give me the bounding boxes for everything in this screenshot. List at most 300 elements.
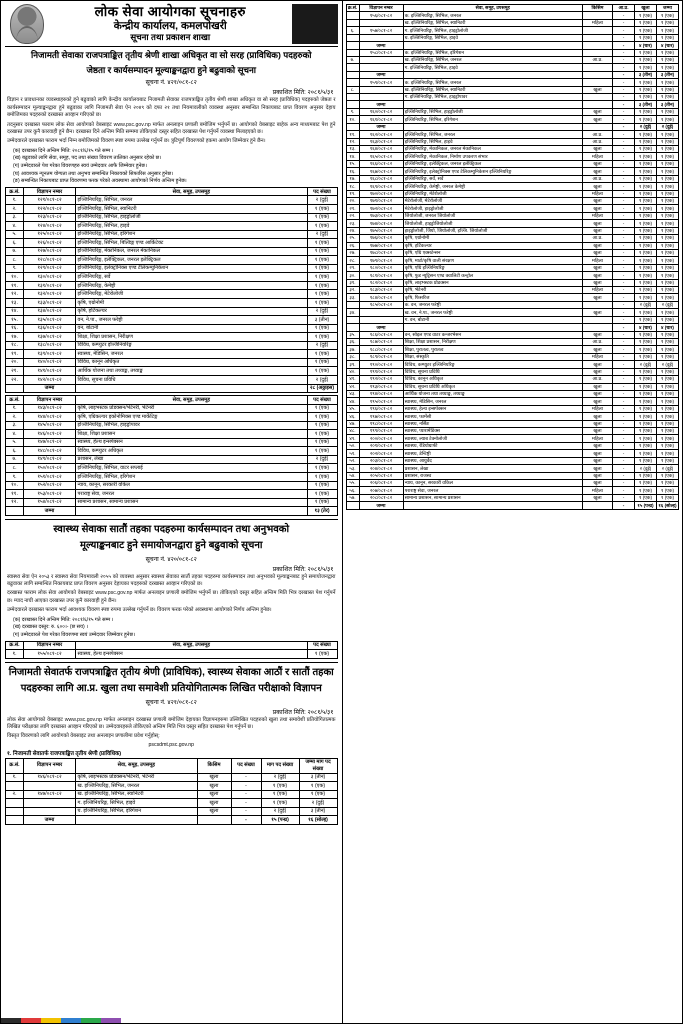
- table-cell: खुला: [583, 390, 613, 397]
- table-cell: १ (एक): [635, 131, 657, 138]
- table-cell: [346, 79, 359, 86]
- table-row: [346, 227, 679, 234]
- table-cell: [6, 799, 24, 808]
- table-cell: -: [613, 301, 635, 308]
- table-row: [346, 34, 679, 41]
- table-row: [6, 247, 338, 256]
- table-cell: खुला: [583, 227, 613, 234]
- table-cell: १ (एक): [635, 86, 657, 93]
- table-cell: १२.: [6, 290, 24, 299]
- table-cell: २०२/०८१-८२: [359, 450, 403, 457]
- table-header-row: [346, 5, 679, 12]
- table-row: [6, 447, 338, 456]
- table-row: [6, 350, 338, 359]
- table-cell: क. इञ्जिनियरिङ्ग, सिभिल, जनरल: [403, 79, 583, 86]
- table-cell: १२४/०८१-८२: [24, 222, 76, 231]
- table-cell: इञ्जिनियरिङ्ग, सिभिल, हाइड्रोपावर: [76, 421, 308, 430]
- table-cell: खुला: [197, 807, 231, 816]
- table-header-row: [6, 641, 338, 650]
- table-cell: १०.: [346, 116, 359, 123]
- table-cell: [346, 49, 359, 56]
- table-cell: मेटेरोलोजी, मेटेरोलोजी: [403, 197, 583, 204]
- table-cell: १९९/०८१-८२: [359, 428, 403, 435]
- table-cell: १ (एक): [635, 457, 657, 464]
- table-cell: १ (एक): [635, 398, 657, 405]
- table-cell: -: [613, 331, 635, 338]
- table-cell: -: [613, 494, 635, 501]
- table-cell: कृषि, लाइभस्टक प्रोडक्सन/भेटेनरी, भेटेनरी: [76, 404, 308, 413]
- notice1-para-2: उम्मेदवारले दरखास्त फाराम भर्दा निम्न बमोजिमको विवरण स्पष्ट रुपमा उल्लेख गर्नुपर्ने छ। त्रुटिपूर्ण विवरणको हकमा आयोग जिम्मेवार हुने छैन।: [7, 138, 266, 145]
- table-row: [6, 205, 338, 214]
- table-cell: खुला: [197, 773, 231, 782]
- table-cell: ३४.: [346, 309, 359, 316]
- table-cell: १ (एक): [635, 27, 657, 34]
- table-cell: १ (एक): [635, 168, 657, 175]
- table-cell: आर्थिक योजना तथा तथ्याङ्क, तथ्याङ्क: [403, 390, 583, 397]
- table-cell: १७०/०८१-८२: [359, 190, 403, 197]
- table-cell: -: [231, 773, 261, 782]
- table-cell: स्वास्थ्य, आयुर्वेद: [403, 457, 583, 464]
- table-row: [6, 367, 338, 376]
- table-cell: कृषि, एग्रोनोमी: [76, 299, 308, 308]
- notice1-date: प्रकाशित मिति: २०८१/५/३१: [272, 89, 334, 97]
- table-cell: १ (एक): [307, 205, 337, 214]
- table-cell: १४६/०८१-८२: [24, 773, 76, 782]
- table-cell: १ (एक): [657, 309, 679, 316]
- table-cell: १ (एक): [307, 413, 337, 422]
- table-cell: -: [613, 487, 635, 494]
- table-cell: [403, 502, 583, 509]
- table-cell: विविध, सूचना प्रविधि अधिकृत: [403, 383, 583, 390]
- table-cell: -: [613, 324, 635, 331]
- table-cell: -: [613, 123, 635, 130]
- table-cell: इञ्जिनियरिङ्ग, मेकानिकल, जनरल मेकानिकल: [403, 146, 583, 153]
- table-cell: [359, 86, 403, 93]
- th-5: खुला: [635, 5, 657, 12]
- table-row: [346, 420, 679, 427]
- table-row: [346, 257, 679, 264]
- table-cell: १ (एक): [635, 316, 657, 323]
- table-cell: १ (एक): [657, 212, 679, 219]
- notice1-table1-body: [6, 196, 338, 393]
- table-cell: [583, 101, 613, 108]
- table-row: [346, 361, 679, 368]
- table-cell: ४ (चार): [657, 324, 679, 331]
- table-cell: १५५/०८१-८२: [24, 650, 76, 659]
- table-cell: जम्मा: [359, 71, 403, 78]
- table-row: [6, 273, 338, 282]
- table-cell: १.: [6, 773, 24, 782]
- table-cell: १ (एक): [635, 264, 657, 271]
- table-cell: कृषि, लाइभस्टक प्रोडक्सन: [403, 279, 583, 286]
- table-cell: [6, 507, 24, 516]
- table-cell: जम्मा: [359, 324, 403, 331]
- notice3-table-body: [6, 773, 338, 824]
- table-row: [6, 316, 338, 325]
- table-row: [346, 108, 679, 115]
- nepal-emblem-icon: [10, 4, 44, 44]
- psc-emblem: [5, 4, 49, 44]
- table-cell: १ (एक): [635, 249, 657, 256]
- table-cell: -: [613, 138, 635, 145]
- table-cell: २१.: [346, 205, 359, 212]
- table-cell: २ (दुई): [307, 455, 337, 464]
- table-cell: खुला: [583, 346, 613, 353]
- table-cell: [583, 502, 613, 509]
- notice3-title-line2: पदहरुका लागि आ.प्र. खुला तथा समावेशी प्रतियोगितात्मक लिखित परीक्षाको विज्ञापन: [20, 683, 322, 695]
- notice2-date: प्रकाशित मिति: २०८१/५/३१: [272, 565, 334, 573]
- table-row: [6, 341, 338, 350]
- th-3: किसिम: [583, 5, 613, 12]
- table-cell: खुला: [583, 450, 613, 457]
- table-cell: १८५/०८१-८२: [359, 301, 403, 308]
- table-cell: -: [613, 420, 635, 427]
- notice2-bullet-2: (ग) उम्मेदवारले पेश गरेका विवरणमा स्वयं उम्मेदवार जिम्मेवार हुनेछ।: [13, 631, 135, 638]
- th-sn: क्र.सं.: [6, 641, 24, 650]
- table-cell: खुला: [583, 442, 613, 449]
- table-cell: -: [613, 64, 635, 71]
- table-cell: १ (एक): [635, 383, 657, 390]
- table-cell: १८७/०८१-८२: [359, 338, 403, 345]
- table-cell: ३ (तीन): [657, 71, 679, 78]
- table-cell: खुला: [583, 220, 613, 227]
- table-cell: स्वास्थ्य, ल्याब टेक्नोलोजी: [403, 435, 583, 442]
- table-cell: जम्मा: [359, 502, 403, 509]
- table-cell: कृषि, फुड न्यूट्रिसन एण्ड क्वालिटी कन्ट्रोल: [403, 272, 583, 279]
- table-cell: १ (एक): [657, 383, 679, 390]
- notice1-para-0: विज्ञान र प्रावधानका व्यवस्थाहरुको हुने बढुवाको लागि केन्द्रीय कार्यालयबाट निजामती सेवाका राजपत्राङ्कित तृतीय श्रेणी शाखा अधिकृत वा सो सरह (प्राविधिक) पदहरुको जेष्ठता र कार्यसम्पादन मूल्याङ्कनद्वारा हुने बढुवाका लागि निजामती सेवा ऐन २०४९ को दफा २१ तथा नियमावलीको व्यवस्था अनुसार सम्बन्धित निकायबाट प्राप्त विवरण अनुसार देहाय बमोजिमका पदहरुको दरखास्त आव्हान गरिएको छ।: [7, 97, 336, 119]
- table-cell: १५३/०८१-८२: [24, 490, 76, 499]
- table-cell: स्वास्थ्य, हेल्थ इन्सपेक्सन: [403, 405, 583, 412]
- table-cell: १५४/०८१-८२: [24, 498, 76, 507]
- table-cell: १९६/०८१-८२: [359, 405, 403, 412]
- table-cell: -: [613, 309, 635, 316]
- table-cell: २०७/०८१-८२: [359, 487, 403, 494]
- table-cell: [583, 49, 613, 56]
- table-cell: १९.: [346, 190, 359, 197]
- table-row: [346, 502, 679, 509]
- table-cell: ६.: [6, 239, 24, 248]
- table-cell: विविध, सूचना प्रविधि: [403, 368, 583, 375]
- table-cell: ३३.: [346, 294, 359, 301]
- table-cell: १ (एक): [635, 487, 657, 494]
- table-cell: -: [613, 49, 635, 56]
- table-row: [346, 146, 679, 153]
- table-cell: खुला: [583, 160, 613, 167]
- table-cell: [359, 56, 403, 63]
- table-cell: ७.: [6, 455, 24, 464]
- table-cell: ८.: [346, 86, 359, 93]
- table-cell: १ (एक): [307, 350, 337, 359]
- table-cell: [197, 816, 231, 825]
- table-cell: १ (एक): [635, 49, 657, 56]
- table-cell: १ (एक): [657, 242, 679, 249]
- table-cell: [346, 42, 359, 49]
- table-cell: इञ्जिनियरिङ्ग, सिभिल, हाइड्रोलोजी: [76, 213, 308, 222]
- table-cell: आर्थिक योजना तथा तथ्याङ्क, तथ्याङ्क: [76, 367, 308, 376]
- table-cell: १ (एक): [635, 472, 657, 479]
- table-cell: १७३/०८१-८२: [359, 212, 403, 219]
- table-cell: २०८/०८१-८२: [359, 494, 403, 501]
- table-cell: १ (एक): [635, 153, 657, 160]
- table-cell: १ (एक): [635, 420, 657, 427]
- table-cell: खुला: [583, 146, 613, 153]
- table-cell: [359, 64, 403, 71]
- table-cell: ४.: [6, 430, 24, 439]
- table-cell: -: [613, 346, 635, 353]
- table-cell: १ (एक): [307, 438, 337, 447]
- table-cell: [583, 42, 613, 49]
- th-open: माग पद संख्या: [261, 758, 299, 773]
- table-cell: खुला: [197, 790, 231, 799]
- table-row: [6, 498, 338, 507]
- table-cell: १३.: [6, 299, 24, 308]
- table-cell: १४.: [346, 153, 359, 160]
- table-cell: १ (एक): [657, 428, 679, 435]
- notice2-table: [5, 641, 338, 659]
- table-cell: १२१/०८१-८२: [24, 196, 76, 205]
- table-cell: पराराष्ट्र सेवा, जनरल: [403, 487, 583, 494]
- table-cell: १ (एक): [657, 168, 679, 175]
- table-cell: -: [613, 146, 635, 153]
- masthead-text: [49, 4, 292, 44]
- table-row: [346, 413, 679, 420]
- table-cell: -: [613, 175, 635, 182]
- table-cell: २.: [6, 413, 24, 422]
- notice3-table: [5, 758, 338, 825]
- table-cell: खुला: [583, 279, 613, 286]
- table-row: [346, 131, 679, 138]
- table-cell: १३६/०८१-८२: [24, 324, 76, 333]
- table-cell: २१.: [6, 367, 24, 376]
- table-cell: १ (एक): [635, 494, 657, 501]
- table-cell: -: [231, 807, 261, 816]
- table-cell: ४.: [6, 222, 24, 231]
- table-cell: १८०/०८१-८२: [359, 264, 403, 271]
- table-cell: [583, 34, 613, 41]
- table-cell: २ (दुई): [261, 807, 299, 816]
- notice-block-1: [5, 50, 338, 516]
- table-cell: १७.: [346, 175, 359, 182]
- table-cell: ३ (तीन): [635, 71, 657, 78]
- th-sn: क्र.सं.: [6, 187, 24, 196]
- table-header-row: [6, 187, 338, 196]
- color-swatch-3: [41, 1018, 61, 1023]
- table-row: [6, 790, 338, 799]
- table-cell: १६१/०८१-८२: [359, 116, 403, 123]
- table-row: [6, 230, 338, 239]
- table-cell: स्वास्थ्य, मेडिसिन, जनरल: [76, 350, 308, 359]
- table-cell: १ (एक): [307, 650, 337, 659]
- table-cell: [346, 71, 359, 78]
- notice1-table-2: [5, 395, 338, 516]
- masthead-black-strip: [292, 4, 338, 44]
- table-cell: ५५.: [346, 480, 359, 487]
- table-cell: १ (एक): [657, 472, 679, 479]
- table-cell: २६.: [346, 242, 359, 249]
- table-cell: खुला: [583, 413, 613, 420]
- table-cell: इञ्जिनियरिङ्ग, इलेक्ट्रोनिक्स एण्ड टेलिकम्युनिकेशन: [76, 264, 308, 273]
- table-cell: १२९/०८१-८२: [24, 264, 76, 273]
- table-cell: ४५.: [346, 405, 359, 412]
- table-cell: २ (दुई): [657, 361, 679, 368]
- table-row: [6, 413, 338, 422]
- table-cell: खुला: [583, 309, 613, 316]
- table-cell: -: [613, 405, 635, 412]
- table-cell: १४३/०८१-८२: [24, 404, 76, 413]
- notice1-number: सूचना नं. ४२१/०८१-८२: [145, 79, 197, 87]
- table-cell: १ (एक): [657, 450, 679, 457]
- table-cell: १८९/०८१-८२: [359, 353, 403, 360]
- table-row: [6, 773, 338, 782]
- table-cell: ४४.: [346, 398, 359, 405]
- notice2-title-line2: मूल्याङ्कनबाट हुने समायोजनद्वारा हुने बढुवाको सूचना: [80, 540, 263, 552]
- table-cell: ग. वन, बोटानी: [403, 316, 583, 323]
- table-cell: खुला: [583, 116, 613, 123]
- table-cell: इञ्जिनियरिङ्ग, सर्वे, सर्वे: [403, 175, 583, 182]
- table-row: [346, 316, 679, 323]
- table-cell: १६३/०८१-८२: [359, 138, 403, 145]
- table-cell: [76, 507, 308, 516]
- table-cell: १ (एक): [635, 227, 657, 234]
- table-cell: विविध, कम्प्युटर इञ्जिनियरिङ्ग: [403, 361, 583, 368]
- table-row: [346, 442, 679, 449]
- table-cell: विविध, कानून अधिकृत: [403, 376, 583, 383]
- table-cell: १६.: [6, 324, 24, 333]
- table-cell: -: [613, 316, 635, 323]
- table-cell: १ (एक): [635, 64, 657, 71]
- table-row: [346, 472, 679, 479]
- table-cell: ५६.: [346, 487, 359, 494]
- table-cell: [583, 94, 613, 101]
- table-cell: १ (एक): [635, 183, 657, 190]
- table-cell: २०१/०८१-८२: [359, 442, 403, 449]
- online-application-url[interactable]: pscsdmt.psc.gov.np: [148, 741, 194, 748]
- table-cell: १८३/०८१-८२: [359, 287, 403, 294]
- table-cell: न्याय, कानून, सरकारी वकिल: [76, 481, 308, 490]
- table-cell: इञ्जिनियरिङ्ग, इलेक्ट्रिकल, जनरल इलेक्ट्रिकल: [76, 256, 308, 265]
- table-cell: २२.: [346, 212, 359, 219]
- table-cell: खुला: [583, 457, 613, 464]
- table-cell: २ (दुई): [307, 341, 337, 350]
- table-row: [6, 404, 338, 413]
- table-cell: १ (एक): [635, 368, 657, 375]
- table-cell: १ (एक): [307, 358, 337, 367]
- table-cell: १ (एक): [657, 376, 679, 383]
- table-cell: जियोलोजी, जनरल जियोलोजी: [403, 212, 583, 219]
- table-cell: १४.: [6, 307, 24, 316]
- table-cell: १ (एक): [657, 294, 679, 301]
- table-cell: [583, 123, 613, 130]
- table-cell: खुला: [583, 494, 613, 501]
- table-cell: जम्मा: [24, 507, 76, 516]
- table-cell: १३३/०८१-८२: [24, 299, 76, 308]
- table-cell: [6, 807, 24, 816]
- notice-block-3: [5, 666, 338, 825]
- table-row: [6, 213, 338, 222]
- table-cell: -: [613, 413, 635, 420]
- table-cell: १ (एक): [307, 213, 337, 222]
- table-row: [346, 480, 679, 487]
- table-cell: [346, 64, 359, 71]
- table-row: [346, 428, 679, 435]
- table-cell: २९.: [346, 264, 359, 271]
- table-cell: १ (एक): [657, 494, 679, 501]
- table-cell: खुला: [583, 249, 613, 256]
- notice1-table2-body: [6, 404, 338, 515]
- table-cell: [359, 316, 403, 323]
- table-cell: ३ (तीन): [635, 101, 657, 108]
- color-swatch-6: [101, 1018, 121, 1023]
- table-row: [346, 390, 679, 397]
- table-cell: १२५/०८१-८२: [24, 230, 76, 239]
- table-cell: खुला: [583, 465, 613, 472]
- th-6: जम्मा: [657, 5, 679, 12]
- table-cell: २ (दुई): [307, 230, 337, 239]
- table-cell: १ (एक): [307, 333, 337, 342]
- table-cell: ५.: [6, 230, 24, 239]
- table-cell: ३८.: [346, 353, 359, 360]
- right-column: [343, 1, 683, 1023]
- table-cell: ७.: [6, 247, 24, 256]
- th-service: सेवा, समूह, उपसमूह: [76, 641, 308, 650]
- table-cell: १ (एक): [307, 472, 337, 481]
- table-cell: १३०/०८१-८२: [24, 273, 76, 282]
- divider-1: [5, 519, 338, 520]
- table-cell: कृषि, एग्रि इञ्जिनियरिङ्ग: [403, 264, 583, 271]
- table-cell: महिला: [583, 190, 613, 197]
- table-cell: कृषि, भेटेनरी: [403, 287, 583, 294]
- table-cell: १३४/०८१-८२: [24, 307, 76, 316]
- table-cell: ३६.: [346, 338, 359, 345]
- table-cell: २ (दुई): [307, 307, 337, 316]
- table-cell: १ (एक): [657, 153, 679, 160]
- table-cell: १ (एक): [635, 235, 657, 242]
- table-cell: १ (एक): [657, 49, 679, 56]
- table-cell: १२२/०८१-८२: [24, 205, 76, 214]
- table-cell: [24, 807, 76, 816]
- table-row: [346, 235, 679, 242]
- table-cell: १ (एक): [657, 27, 679, 34]
- table-cell: ४६.: [346, 413, 359, 420]
- table-cell: १ (एक): [657, 108, 679, 115]
- table-cell: १८४/०८१-८२: [359, 294, 403, 301]
- table-cell: -: [613, 249, 635, 256]
- table-cell: २५.: [346, 235, 359, 242]
- notice2-para-2: उम्मेदवारले दरखास्त फाराम भर्दा आवश्यक विवरण स्पष्ट रुपमा उल्लेख गर्नुपर्ने छ। विवरण फरक परेको अवस्थामा आयोगको निर्णय अन्तिम हुनेछ।: [7, 607, 272, 614]
- table-cell: इञ्जिनियरिङ्ग, सर्वे: [76, 273, 308, 282]
- table-cell: १ (एक): [657, 287, 679, 294]
- table-cell: २०५/०८१-८२: [359, 472, 403, 479]
- table-cell: खुला: [583, 168, 613, 175]
- table-row: [346, 160, 679, 167]
- table-cell: १३८/०८१-८२: [24, 341, 76, 350]
- notice2-bullet-0: (क) दरखास्त दिने अन्तिम मिति: २०८१/६/१५ गते सम्म ।: [13, 616, 114, 623]
- table-cell: १२८/०८१-८२: [24, 256, 76, 265]
- table-cell: ४०.: [346, 368, 359, 375]
- table-cell: -: [613, 190, 635, 197]
- table-cell: १३७/०८१-८२: [24, 333, 76, 342]
- notice3-title-line1: निजामती सेवातर्फ राजपत्राङ्कित तृतीय श्रेणी (प्राविधिक), स्वास्थ्य सेवाका आठौं र सातौं तहका: [8, 666, 334, 678]
- table-cell: -: [613, 502, 635, 509]
- table-cell: खुला: [583, 428, 613, 435]
- th-ad-no: विज्ञापन नम्बर: [24, 758, 76, 773]
- table-cell: १ (एक): [657, 405, 679, 412]
- table-cell: ५.: [6, 438, 24, 447]
- table-cell: -: [613, 272, 635, 279]
- table-row: [346, 175, 679, 182]
- table-cell: १.: [6, 404, 24, 413]
